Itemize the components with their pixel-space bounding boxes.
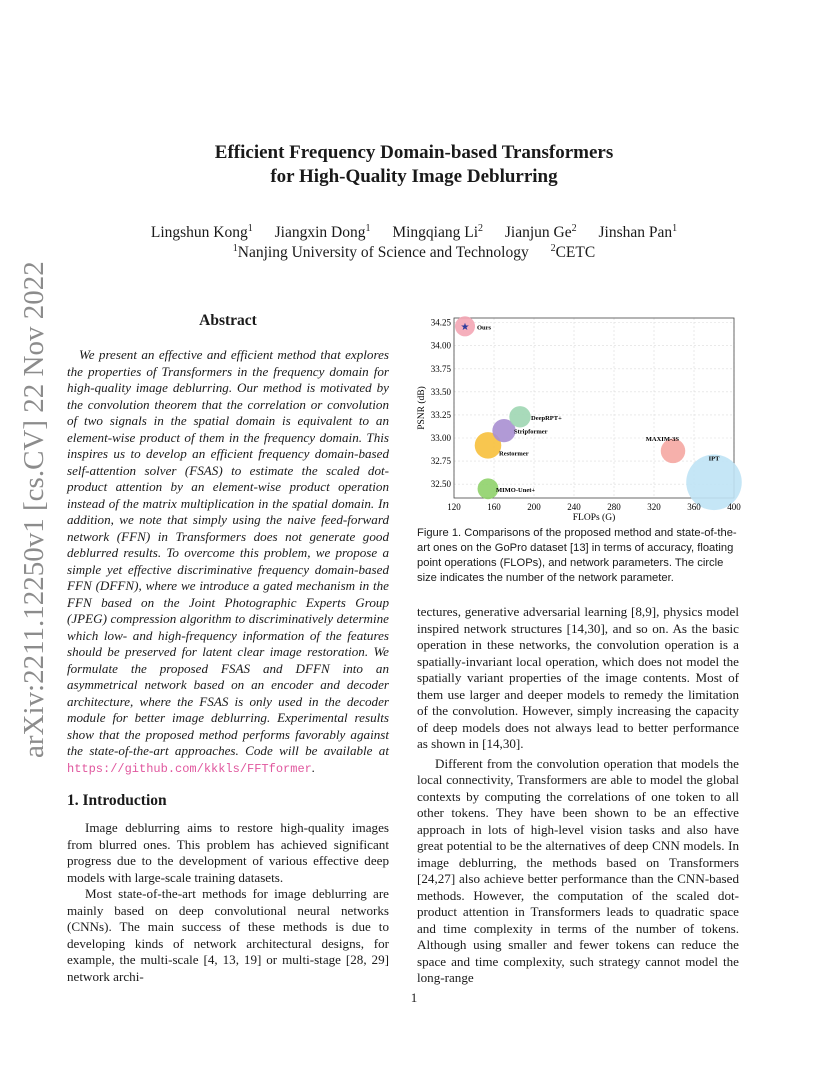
x-tick-label: 320 xyxy=(647,502,661,512)
point-label: IPT xyxy=(708,455,720,463)
y-tick-label: 34.25 xyxy=(430,317,451,328)
x-tick-label: 200 xyxy=(527,502,541,512)
right-column xyxy=(417,604,739,987)
affiliation-2: $^2$CETC xyxy=(550,243,596,262)
title-line-1: Efficient Frequency Domain-based Transformers xyxy=(214,142,614,163)
author-3: Mingqiang Li$^2$ xyxy=(392,223,484,242)
intro-paragraph-2: Most state-of-the-art methods for image deblurring are mainly based on deep convolutional neural networks (CNNs). The main success of these methods is due to developing kinds of network architectural designs, for example, the multi-scale [4, 13, 19] or multi-stage [28, 29] network archi- xyxy=(67,886,389,984)
abstract-text: We present an effective and efficient method that explores the properties of Transformers in the frequency domain for high-quality image deblurring. Our method is motivated by the convolution theorem that the correlation or convolution of two signals in the spatial domain is equivalent to an element-wise product of them in the frequency domain. This inspires us to develop an efficient frequency domain-based self-attention solver (FSAS) to estimate the scaled dot-product attention by an element-wise product operation instead of the matrix multiplication in the spatial domain. In addition, we note that simply using the naive feed-forward network (FFN) in Transformers does not generate good deblurred results. To overcome this problem, we propose a simple yet effective discriminative frequency domain-based FFN (DFFN), where we introduce a gated mechanism in the FFN based on the Joint Photographic Experts Group (JPEG) compression algorithm to discriminatively determine which low- and high-frequency information of the features should be preserved for latent clear image restoration. We formulate the proposed FSAS and DFFN into an asymmetrical network based on an encoder and decoder architecture, where the FSAS is only used in the decoder module for better image deblurring. Experimental results show that the proposed method performs favorably against the state-of-the-art approaches. Code will be available at xyxy=(67,347,389,758)
right-paragraph-2: Different from the convolution operation that models the local connectivity, Transformers are able to model the global contexts by computing the correlations of one token to all other tokens. They have been shown to be an effective approach in lots of high-level vision tasks and also have great potential to be the alternatives of deep CNN models. In image deblurring, the methods based on Transformers [24,27] also achieve better performance than the CNN-based methods. However, the computation of the scaled dot-product attention in Transformers leads to quadratic space and time complexity in terms of the number of tokens. Although using smaller and fewer tokens can reduce the space and time complexity, such strategy cannot model the long-range xyxy=(417,755,739,985)
bubble-deeprpt- xyxy=(509,406,530,427)
author-5: Jinshan Pan$^1$ xyxy=(598,223,678,242)
point-label: Stripformer xyxy=(514,428,548,436)
point-label: Restormer xyxy=(499,450,529,458)
x-tick-label: 240 xyxy=(567,502,581,512)
abstract-body: We present an effective and efficient method that explores the properties of Transformers in the frequency domain for high-quality image deblurring. Our method is motivated by the convolution theorem that the correlation or convolution of two signals in the spatial domain is equivalent to an element-wise product of them in the frequency domain. This inspires us to develop an efficient frequency domain-based self-attention solver (FSAS) to estimate the scaled dot-product attention by an element-wise product operation instead of the matrix multiplication in the spatial domain. In addition, we note that simply using the naive feed-forward network (FFN) in Transformers does not generate good deblurred results. To overcome this problem, we propose a simple yet effective discriminative frequency domain-based FFN (DFFN), where we introduce a gated mechanism in the FFN based on the Joint Photographic Experts Group (JPEG) compression algorithm to discriminatively determine which low- and high-frequency information of the features should be preserved for latent clear image restoration. We formulate the proposed FSAS and DFFN into an asymmetrical network based on an encoder and decoder architecture, where the FSAS is only used in the decoder module for better image deblurring. Experimental results show that the proposed method performs favorably against the state-of-the-art approaches. Code will be available at https://github.com/kkkls/FFTformer. xyxy=(67,347,389,776)
x-tick-label: 160 xyxy=(487,502,501,512)
code-link[interactable]: https://github.com/kkkls/FFTformer xyxy=(67,761,312,776)
x-tick-label: 360 xyxy=(687,502,701,512)
intro-column xyxy=(67,820,389,985)
page-number: 1 xyxy=(410,990,418,1005)
ours-star-icon: ★ xyxy=(460,321,470,333)
figure-caption: Figure 1. Comparisons of the proposed method and state-of-the-art ones on the GoPro dataset [13] in terms of accuracy, floating point operations (FLOPs), and network parameters. The circle size indicates the number of the network parameter. xyxy=(417,527,737,584)
title-line-2: for High-Quality Image Deblurring xyxy=(270,166,558,187)
y-tick-label: 33.75 xyxy=(430,363,451,374)
author-4: Jianjun Ge$^2$ xyxy=(504,223,577,242)
point-label: MIMO-Unet+ xyxy=(496,486,536,494)
author-1: Lingshun Kong$^1$ xyxy=(150,223,253,242)
point-label: DeepRPT+ xyxy=(531,414,562,422)
author-2: Jiangxin Dong$^1$ xyxy=(274,223,371,242)
y-tick-label: 32.50 xyxy=(430,479,451,490)
x-tick-label: 280 xyxy=(607,502,621,512)
abstract-heading: Abstract xyxy=(199,312,257,329)
point-label: Ours xyxy=(477,324,492,332)
y-tick-label: 33.50 xyxy=(430,386,451,397)
arxiv-stamp: arXiv:2211.12250v1 [cs.CV] 22 Nov 2022 xyxy=(18,261,50,758)
x-tick-label: 400 xyxy=(727,502,741,512)
intro-paragraph-1: Image deblurring aims to restore high-quality images from blurred ones. This problem has achieved significant progress due to the development of various effective deep models with large-scale training datasets. xyxy=(67,820,389,885)
x-tick-label: 120 xyxy=(447,502,461,512)
y-tick-label: 33.25 xyxy=(430,409,451,420)
y-tick-label: 32.75 xyxy=(430,456,451,467)
affiliation-list xyxy=(0,238,828,263)
point-label: MAXIM-3S xyxy=(645,435,679,443)
x-axis-label: FLOPs (G) xyxy=(572,513,616,523)
figure-1-chart xyxy=(405,313,750,526)
section-heading: 1. Introduction xyxy=(67,792,167,809)
y-axis-label: PSNR (dB) xyxy=(417,386,427,430)
chart-bubbles xyxy=(455,316,742,510)
paper-title xyxy=(0,141,828,189)
y-tick-label: 33.00 xyxy=(430,433,451,443)
y-tick-label: 34.00 xyxy=(430,340,451,351)
right-paragraph-1: tectures, generative adversarial learning [8,9], physics model inspired network structures [14,30], and so on. As the basic operation in these networks, the convolution operation is a spatially-invariant local operation, which does not model the spatially variant properties of the image contents. Most of them use larger and deeper models to remedy the limitation of the convolution. However, simply increasing the capacity of deep models does not always lead to better performance as shown in [14,30]. xyxy=(417,604,739,751)
affiliation-1: $^1$Nanjing University of Science and Technology xyxy=(232,243,529,262)
